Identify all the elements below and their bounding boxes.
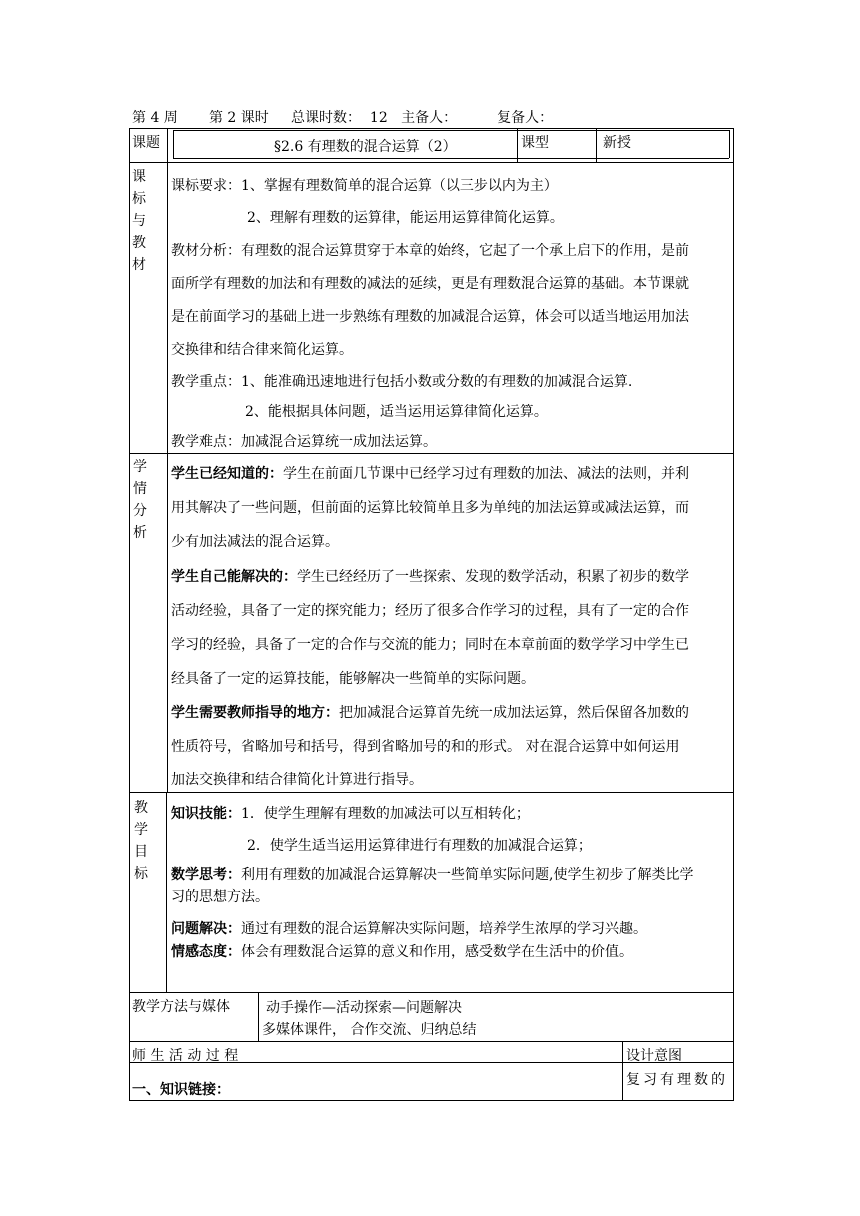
goal-attitude: 情感态度：体会有理数混合运算的意义和作用，感受数学在生活中的价值。 (171, 944, 633, 960)
goal-knowledge: 知识技能：1．使学生理解有理数的加减法可以互相转化； (171, 806, 530, 822)
kebiao-line: 是在前面学习的基础上进一步熟练有理数的加减混合运算，体会可以适当地运用加法 (171, 309, 689, 325)
design-intent-text: 复习有理数的 (626, 1072, 728, 1088)
design-intent-label: 设计意图 (626, 1048, 682, 1064)
row-divider (173, 130, 729, 131)
xueqing-p2-line: 学习的经验，具备了一定的合作与交流的能力；同时在本章前面的数学学习中学生已 (171, 637, 689, 653)
row-divider (129, 792, 734, 793)
xueqing-p3-head: 学生需要教师指导的地方： (171, 705, 339, 721)
goal-thinking-head: 数学思考： (171, 867, 241, 883)
kebiao-line: 课标要求：1、掌握有理数简单的混合运算（以三步以内为主） (171, 178, 558, 194)
xueqing-p1-line: 少有加法减法的混合运算。 (171, 534, 339, 550)
kebiao-line: 2、理解有理数的运算律，能运用运算律简化运算。 (247, 210, 564, 226)
row-divider (167, 128, 168, 162)
method-label: 教学方法与媒体 (132, 999, 230, 1015)
goal-problem: 问题解决：通过有理数的混合运算解决实际问题，培养学生浓厚的学习兴趣。 (171, 921, 647, 937)
row-divider (173, 130, 174, 158)
xueqing-p3-line: 性质符号，省略加号和括号，得到省略加号的和的形式。 对在混合运算中如何运用 (171, 739, 680, 755)
section-label-mubiao: 教 学 目 标 (134, 800, 148, 882)
method-line2: 多媒体课件， 合作交流、归纳总结 (262, 1022, 477, 1038)
xueqing-p2-line: 经具备了一定的运算技能，能够解决一些简单的实际问题。 (171, 671, 535, 687)
goal-attitude-head: 情感态度： (171, 944, 241, 960)
table-border-top (129, 128, 734, 129)
row-divider (596, 128, 597, 162)
row-divider (517, 128, 518, 162)
row-divider (173, 158, 729, 159)
row-divider (167, 162, 168, 792)
method-line1: 动手操作—活动探索—问题解决 (266, 1000, 462, 1016)
xueqing-p1-line1: 学生已经知道的：学生在前面几节课中已经学习过有理数的加法、减法的法则，并利 (171, 466, 689, 482)
xueqing-p2-head: 学生自己能解决的： (171, 569, 297, 585)
knowledge-link-heading: 一、知识链接： (132, 1082, 230, 1098)
xueqing-p3-line: 加法交换律和结合律简化计算进行指导。 (171, 772, 423, 788)
section-label-xueqing: 学 情 分 析 (133, 459, 147, 541)
kebiao-line: 交换律和结合律来简化运算。 (171, 342, 353, 358)
row-divider (166, 792, 167, 992)
row-divider (729, 130, 730, 158)
table-border-bottom (129, 1100, 734, 1101)
row-divider (129, 1041, 734, 1042)
xueqing-p3-line1: 学生需要教师指导的地方：把加减混合运算首先统一成加法运算，然后保留各加数的 (171, 705, 689, 721)
kebiao-line: 2、能根据具体问题，适当运用运算律简化运算。 (245, 404, 548, 420)
goal-thinking: 数学思考：利用有理数的加减混合运算解决一些简单实际问题,使学生初步了解类比学 (171, 867, 694, 883)
kebiao-line: 面所学有理数的加法和有理数的减法的延续，更是有理数混合运算的基础。本节课就 (171, 276, 689, 292)
kebiao-line: 教材分析：有理数的混合运算贯穿于本章的始终，它起了一个承上启下的作用，是前 (171, 243, 689, 259)
row-divider (129, 453, 734, 454)
row-divider (258, 992, 259, 1041)
xueqing-p1-line: 用其解决了一些问题，但前面的运算比较简单且多为单纯的加法运算或减法运算，而 (171, 500, 689, 516)
xueqing-p2-line: 活动经验，具备了一定的探究能力；经历了很多合作学习的过程，具有了一定的合作 (171, 603, 689, 619)
goal-problem-head: 问题解决： (171, 921, 241, 937)
lesson-type-value: 新授 (603, 135, 631, 151)
section-label-kebiao: 课 标 与 教 材 (132, 169, 146, 273)
kebiao-line: 教学难点：加减混合运算统一成加法运算。 (171, 434, 437, 450)
topic-label: 课题 (132, 135, 160, 151)
lesson-title: §2.6 有理数的混合运算（2） (274, 139, 457, 155)
xueqing-p1-head: 学生已经知道的： (171, 466, 283, 482)
row-divider (129, 162, 734, 163)
goal-knowledge-head: 知识技能： (171, 806, 241, 822)
table-border-right (733, 128, 734, 1101)
row-divider (129, 992, 734, 993)
goal-knowledge-line2: 2．使学生适当运用运算律进行有理数的加减混合运算； (247, 838, 592, 854)
row-divider (622, 1041, 623, 1101)
xueqing-p2-line1: 学生自己能解决的：学生已经经历了一些探索、发现的数学活动，积累了初步的数学 (171, 569, 689, 585)
goal-thinking-line2: 习的思想方法。 (171, 889, 269, 905)
process-label: 师 生 活 动 过 程 (132, 1048, 239, 1064)
kebiao-line: 教学重点：1、能准确迅速地进行包括小数或分数的有理数的加减混合运算. (171, 374, 633, 390)
lesson-header: 第 4 周 第 2 课时 总课时数： 12 主备人： 复备人： (132, 110, 554, 126)
lesson-type-label: 课型 (521, 135, 549, 151)
table-border-left (129, 128, 130, 1101)
